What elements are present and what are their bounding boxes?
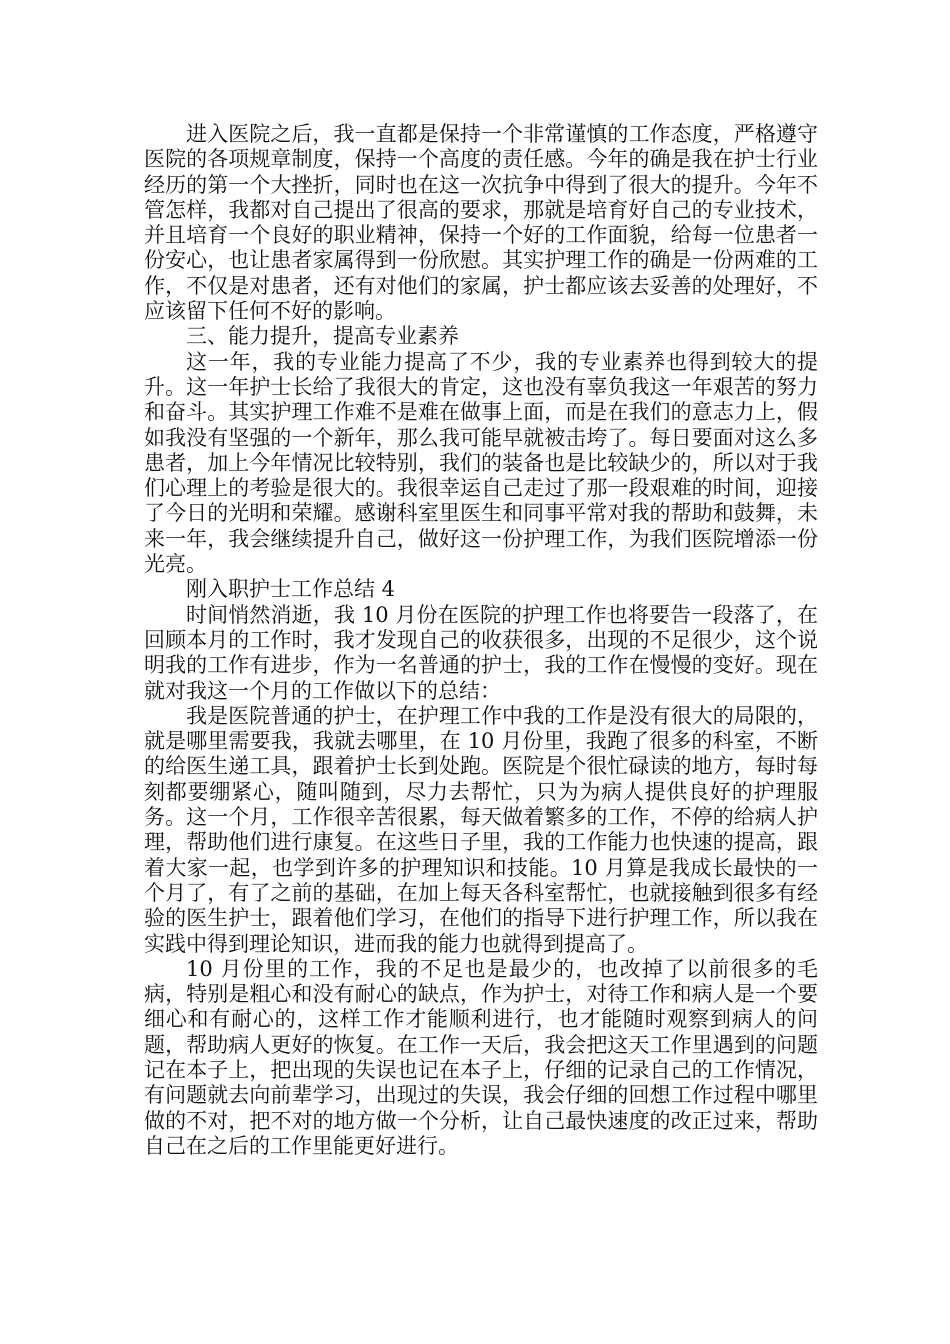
document-page (144, 122, 818, 1159)
paragraph-ability-improvement: 这一年，我的专业能力提高了不少，我的专业素养也得到较大的提升。这一年护士长给了我很大的肯定，这也没有辜负我这一年艰苦的努力和奋斗。其实护理工作难不是难在做事上面，而是在我们的意志力上，假如我没有坚强的一个新年，那么我可能早就被击垮了。每日要面对这么多患者，加上今年情况比较特别，我们的装备也是比较缺少的，所以对于我们心理上的考验是很大的。我很幸运自己走过了那一段艰难的时间，迎接了今日的光明和荣耀。感谢科室里医生和同事平常对我的帮助和鼓舞，未来一年，我会继续提升自己，做好这一份护理工作，为我们医院增添一份光亮。 (144, 349, 818, 577)
section-heading-ability: 三、能力提升，提高专业素养 (186, 324, 459, 349)
paragraph-work-attitude: 进入医院之后，我一直都是保持一个非常谨慎的工作态度，严格遵守医院的各项规章制度，保持一个高度的责任感。今年的确是我在护士行业经历的第一个大挫折，同时也在这一次抗争中得到了很大的提升。今年不管怎样，我都对自己提出了很高的要求，那就是培育好自己的专业技术，并且培育一个良好的职业精神，保持一个好的工作面貌，给每一位患者一份安心，也让患者家属得到一份欣慰。其实护理工作的确是一份两难的工作，不仅是对患者，还有对他们的家属，护士都应该去妥善的处理好，不应该留下任何不好的影响。 (144, 122, 818, 324)
section-heading-summary-4: 刚入职护士工作总结 4 (186, 577, 396, 602)
paragraph-october-intro: 时间悄然消逝，我 10 月份在医院的护理工作也将要告一段落了，在回顾本月的工作时，我才发现自己的收获很多，出现的不足很少，这个说明我的工作有进步，作为一名普通的护士，我的工作在慢慢的变好。现在就对我这一个月的工作做以下的总结： (144, 602, 818, 703)
paragraph-october-work: 我是医院普通的护士，在护理工作中我的工作是没有很大的局限的，就是哪里需要我，我就去哪里，在 10 月份里，我跑了很多的科室，不断的给医生递工具，跟着护士长到处跑。医院是个很忙碌读的地方，每时每刻都要绷紧心，随叫随到，尽力去帮忙，只为为病人提供良好的护理服务。这一个月，工作很辛苦很累，每天做着繁多的工作，不停的给病人护理，帮助他们进行康复。在这些日子里，我的工作能力也快速的提高，跟着大家一起，也学到许多的护理知识和技能。10 月算是我成长最快的一个月了，有了之前的基础，在加上每天各科室帮忙，也就接触到很多有经验的医生护士，跟着他们学习，在他们的指导下进行护理工作，所以我在实践中得到理论知识，进而我的能力也就得到提高了。 (144, 703, 818, 956)
paragraph-october-shortcomings: 10 月份里的工作，我的不足也是最少的，也改掉了以前很多的毛病，特别是粗心和没有耐心的缺点，作为护士，对待工作和病人是一个要细心和有耐心的，这样工作才能顺利进行，也才能随时观察到病人的问题，帮助病人更好的恢复。在工作一天后，我会把这天工作里遇到的问题记在本子上，把出现的失误也记在本子上，仔细的记录自己的工作情况，有问题就去向前辈学习，出现过的失误，我会仔细的回想工作过程中哪里做的不对，把不对的地方做一个分析，让自己最快速度的改正过来，帮助自己在之后的工作里能更好进行。 (144, 956, 818, 1158)
